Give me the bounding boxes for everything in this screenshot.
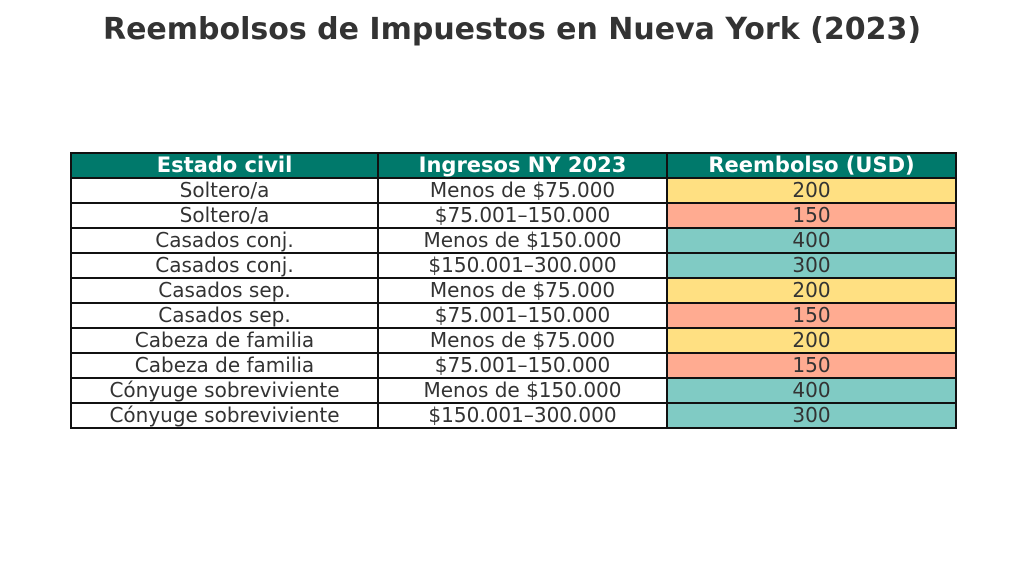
header-cell-estado-civil: Estado civil — [71, 153, 378, 178]
filing-status-cell: Soltero/a — [71, 178, 378, 203]
refund-amount-cell: 400 — [667, 228, 956, 253]
income-range-cell: $75.001–150.000 — [378, 303, 667, 328]
table-body — [71, 178, 956, 428]
income-range-cell: Menos de $75.000 — [378, 328, 667, 353]
table-row — [71, 203, 956, 228]
filing-status-cell: Casados sep. — [71, 278, 378, 303]
filing-status-cell: Cónyuge sobreviviente — [71, 403, 378, 428]
income-range-cell: $75.001–150.000 — [378, 353, 667, 378]
income-range-cell: Menos de $75.000 — [378, 178, 667, 203]
income-range-cell: Menos de $150.000 — [378, 378, 667, 403]
refund-amount-cell: 400 — [667, 378, 956, 403]
table-row — [71, 403, 956, 428]
table-row — [71, 353, 956, 378]
refund-amount-cell: 200 — [667, 328, 956, 353]
header-cell-ingresos: Ingresos NY 2023 — [378, 153, 667, 178]
filing-status-cell: Cónyuge sobreviviente — [71, 378, 378, 403]
refund-amount-cell: 150 — [667, 203, 956, 228]
income-range-cell: Menos de $150.000 — [378, 228, 667, 253]
table-row — [71, 378, 956, 403]
table-row — [71, 278, 956, 303]
refund-amount-cell: 150 — [667, 353, 956, 378]
table-row — [71, 178, 956, 203]
refund-table — [70, 152, 957, 429]
filing-status-cell: Cabeza de familia — [71, 353, 378, 378]
income-range-cell: Menos de $75.000 — [378, 278, 667, 303]
filing-status-cell: Casados sep. — [71, 303, 378, 328]
filing-status-cell: Cabeza de familia — [71, 328, 378, 353]
filing-status-cell: Soltero/a — [71, 203, 378, 228]
income-range-cell: $150.001–300.000 — [378, 253, 667, 278]
header-row — [71, 153, 956, 178]
chart-title: Reembolsos de Impuestos en Nueva York (2023) — [102, 12, 922, 47]
table-row — [71, 253, 956, 278]
header-cell-reembolso: Reembolso (USD) — [667, 153, 956, 178]
filing-status-cell: Casados conj. — [71, 228, 378, 253]
income-range-cell: $150.001–300.000 — [378, 403, 667, 428]
filing-status-cell: Casados conj. — [71, 253, 378, 278]
refund-amount-cell: 300 — [667, 403, 956, 428]
refund-amount-cell: 200 — [667, 178, 956, 203]
refund-amount-cell: 150 — [667, 303, 956, 328]
table-row — [71, 328, 956, 353]
refund-amount-cell: 300 — [667, 253, 956, 278]
table-row — [71, 303, 956, 328]
refund-amount-cell: 200 — [667, 278, 956, 303]
income-range-cell: $75.001–150.000 — [378, 203, 667, 228]
table-row — [71, 228, 956, 253]
